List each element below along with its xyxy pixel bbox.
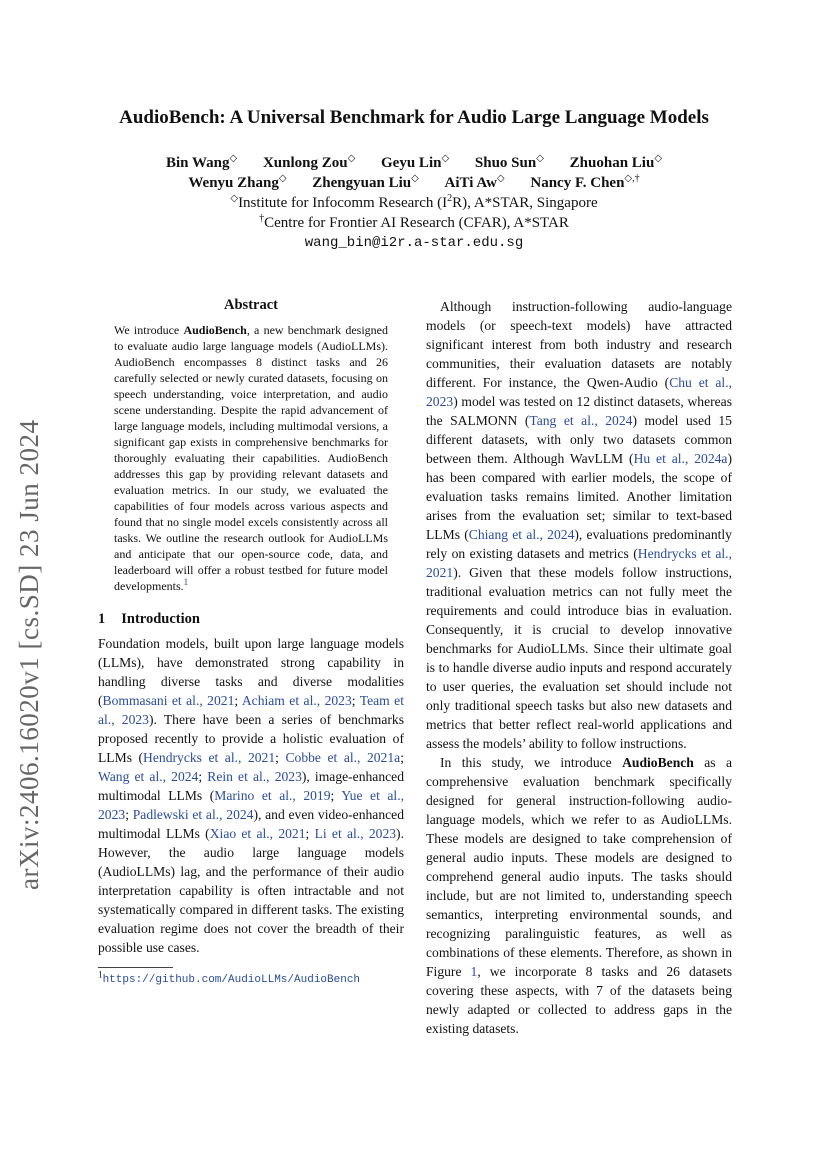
author: Wenyu Zhang◇ [188,173,287,191]
footnote-ref[interactable]: 1 [183,577,189,587]
citation-link[interactable]: Cobbe et al., 2021a [285,750,401,765]
citation-link[interactable]: Yue et al., 2023 [98,788,404,822]
citation-link[interactable]: Xiao et al., 2021 [209,826,306,841]
author: Geyu Lin◇ [381,153,450,171]
citation-link[interactable]: Hu et al., 2024a [633,451,728,466]
footnote-rule [98,967,173,968]
left-column [98,296,404,987]
author: Zhengyuan Liu◇ [312,173,419,191]
affiliation-2: †Centre for Frontier AI Research (CFAR), A*STAR [259,213,569,231]
citation-link[interactable]: Team et al., 2023 [98,693,404,727]
citation-link[interactable]: Tang et al., 2024 [529,413,633,428]
abstract-text: We introduce AudioBench, a new benchmark designed to evaluate audio large language models (AudioLLMs). AudioBench encompasses 8 distinct tasks and 26 carefully selected or newly curated datasets, focusing on speech understanding, voice interpretation, and audio scene understanding. Despite the rapid advancement of large language models, including multimodal versions, a significant gap exists in comprehensive benchmarks for thoroughly evaluating their capabilities. AudioBench addresses this gap by providing relevant datasets and evaluation metrics. In our study, we evaluated the capabilities of four models across various aspects and found that no single model excels consistently across all tasks. We outline the research outlook for AudioLLMs and anticipate that our open-source code, data, and leaderboard will offer a robust testbed for future model developments.$^1$ [114,323,388,593]
citation-link[interactable]: Hendrycks et al., 2021 [426,546,732,580]
citation-link[interactable]: Padlewski et al., 2024 [132,807,254,822]
figure-ref-link[interactable]: 1 [470,964,478,979]
author: AiTi Aw◇ [444,173,505,191]
citation-link[interactable]: Bommasani et al., 2021 [102,693,235,708]
author: Xunlong Zou◇ [262,153,356,171]
citation-link[interactable]: Marino et al., 2019 [214,788,331,803]
author-block [60,153,768,253]
affiliation-1: ◇Institute for Infocomm Research $(I^2R)$, A*STAR, Singapore [230,193,598,211]
author: Zhuohan Liu◇ [569,153,663,171]
author-email[interactable]: wang_bin@i2r.a-star.edu.sg [304,235,524,251]
author-row-2 [60,173,768,193]
author-row-1 [60,153,768,173]
citation-link[interactable]: Achiam et al., 2023 [241,693,352,708]
intro-paragraph: Foundation models, built upon large language models (LLMs), have demonstrated strong capability in handling diverse tasks and diverse modalities (Bommasani et al., 2021; Achiam et al., 2023; Team et al., 2023). There have been a series of benchmarks proposed recently to provide a holistic evaluation of LLMs (Hendrycks et al., 2021; Cobbe et al., 2021a; Wang et al., 2024; Rein et al., 2023), image-enhanced multimodal LLMs (Marino et al., 2019; Yue et al., 2023; Padlewski et al., 2024), and even video-enhanced multimodal LLMs (Xiao et al., 2021; Li et al., 2023). However, the audio large language models (AudioLLMs) lag, and the performance of their audio interpretation capability is often intractable and not systematically compared in different tasks. The existing evaluation regime does not cover the breadth of their possible use cases. [98,636,404,955]
body-paragraph: Although instruction-following audio-language models (or speech-text models) have attracted significant interest from both industry and research communities, their evaluation datasets are notably different. For instance, the Qwen-Audio (Chu et al., 2023) model was tested on 12 distinct datasets, whereas the SALMONN (Tang et al., 2024) model used 15 different datasets, with only two datasets common between them. Although WavLLM (Hu et al., 2024a) has been compared with earlier models, the scope of evaluation tasks remains limited. Another limitation arises from the evaluation set; similar to text-based LLMs (Chiang et al., 2024), evaluations predominantly rely on existing datasets and metrics (Hendrycks et al., 2021). Given that these models follow instructions, traditional evaluation metrics can not fully meet the requirements and could introduce bias in evaluation. Consequently, it is crucial to develop innovative benchmarks for AudioLLMs. Since their ultimate goal is to handle diverse audio inputs and respond accurately to user queries, the evaluation set should include not only traditional speech tasks but also new datasets and metrics that better reflect real-world applications and assess the models’ ability to follow instructions. [426,299,732,751]
right-column [426,297,732,1038]
author: Bin Wang◇ [165,153,238,171]
body-paragraph: In this study, we introduce AudioBench as a comprehensive evaluation benchmark specifically designed for general instruction-following audio-language models, which we refer to as AudioLLMs. These models are designed to take comprehension of general audio inputs. These models are designed to comprehend general audio inputs. The tasks should include, but are not limited to, understanding speech semantics, interpreting environmental sounds, and recognizing paralinguistic features, as well as combinations of these elements. Therefore, as shown in Figure 1, we incorporate 8 tasks and 26 datasets covering these aspects, with 7 of the datasets being newly adapted or collected to address gaps in the existing datasets. [426,755,733,1036]
citation-link[interactable]: Chu et al., 2023 [426,375,732,409]
citation-link[interactable]: Chiang et al., 2024 [468,527,575,542]
footnote-link[interactable]: https://github.com/AudioLLMs/AudioBench [102,974,361,986]
citation-link[interactable]: Wang et al., 2024 [98,769,199,784]
author: Shuo Sun◇ [474,153,544,171]
abstract-heading: Abstract [224,297,278,313]
citation-link[interactable]: Rein et al., 2023 [207,769,302,784]
paper-title: AudioBench: A Universal Benchmark for Audio Large Language Models [119,107,709,128]
citation-link[interactable]: Hendrycks et al., 2021 [143,750,276,765]
section-heading-introduction: 1 Introduction [98,611,200,627]
citation-link[interactable]: Li et al., 2023 [314,826,397,841]
author: Nancy F. Chen◇,† [530,173,640,191]
footnote: $^1$https://github.com/AudioLLMs/AudioBench [98,969,361,986]
arxiv-stamp: arXiv:2406.16020v1 [cs.SD] 23 Jun 2024 [14,419,44,890]
